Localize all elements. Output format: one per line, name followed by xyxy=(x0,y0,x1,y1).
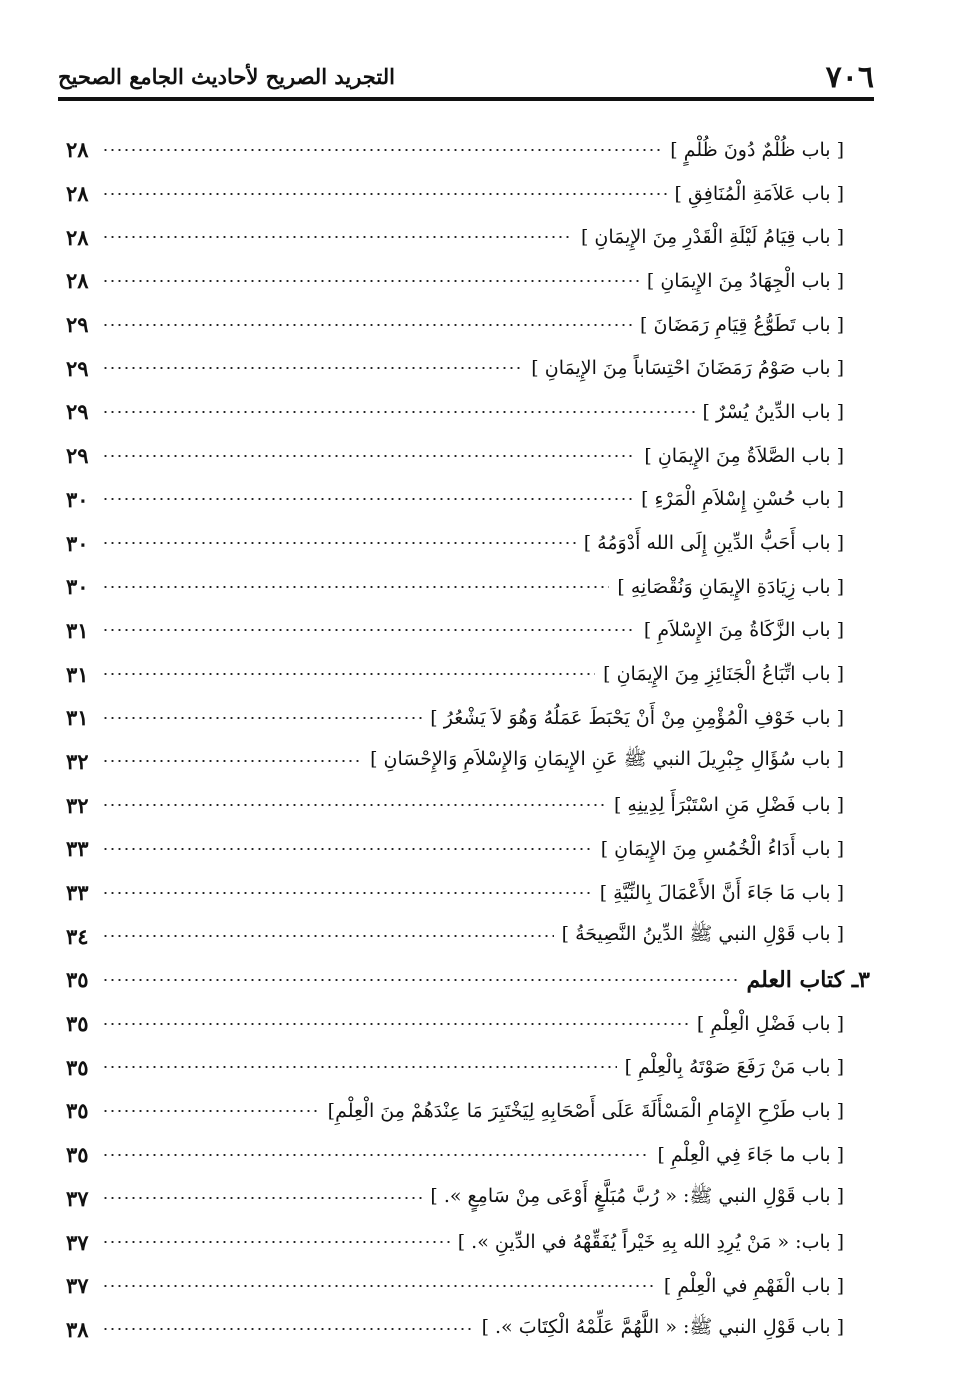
header-rule xyxy=(58,97,874,101)
toc-entry xyxy=(66,346,844,390)
toc-entry-page: ٣٨ xyxy=(66,1316,89,1342)
toc-entry-title: [ باب اتِّبَاعُ الْجَنَائِزِ مِنَ الإِيمَانِ ] xyxy=(603,663,844,686)
page-header xyxy=(58,58,874,98)
dot-leader xyxy=(102,542,576,544)
toc-entry xyxy=(66,1308,844,1352)
toc-entry-page: ٢٨ xyxy=(66,268,89,294)
toc-entry xyxy=(66,172,844,216)
toc-entry-title: [ باب خَوْفِ الْمُؤْمِنِ مِنْ أَنْ يَحْبَطَ عَمَلُهُ وَهُوَ لاَ يَشْعُرُ ] xyxy=(430,706,844,729)
toc-entry-page: ٣٥ xyxy=(66,1054,89,1080)
toc-entry-title: [ باب ظُلْمٌ دُونَ ظُلْمٍ ] xyxy=(670,138,844,161)
dot-leader xyxy=(102,1154,649,1156)
dot-leader xyxy=(102,1328,474,1330)
dot-leader xyxy=(102,1023,689,1025)
toc-entry-title: [ باب: « مَنْ يُرِدِ الله بِهِ خَيْراً يُفَقِّهْهُ في الدِّينِ ». ] xyxy=(457,1231,844,1254)
dot-leader xyxy=(102,760,362,762)
toc-entry xyxy=(66,696,844,740)
toc-entry-title: [ باب الزَّكَاةُ مِنَ الإِسْلاَمِ ] xyxy=(643,619,844,642)
toc-entry xyxy=(66,783,844,827)
toc-entry-page: ٣٠ xyxy=(66,486,89,512)
toc-entry-page: ٣٣ xyxy=(66,880,89,906)
toc-entry-page: ٣٣ xyxy=(66,836,89,862)
toc-entry xyxy=(66,259,844,303)
toc-entry-page: ٣٧ xyxy=(66,1273,89,1299)
toc-entry-title: [ باب أَحَبُّ الدِّينِ إِلَى الله أَدْوَمُهُ ] xyxy=(583,532,844,555)
toc-book-heading xyxy=(66,958,870,1002)
dot-leader xyxy=(102,498,633,500)
toc-entry xyxy=(66,914,844,958)
dot-leader xyxy=(102,717,422,719)
toc-entry-page: ٣١ xyxy=(66,617,89,643)
toc-entry-page: ٣٥ xyxy=(66,1011,89,1037)
toc-entry-title: [ باب قِيَامُ لَيْلَةِ الْقَدْرِ مِنَ الإِيمَانِ ] xyxy=(580,226,844,249)
toc-entry xyxy=(66,215,844,259)
toc-entry-title: [ باب فَضْلِ مَنِ اسْتَبْرَأَ لِدِينِهِ ] xyxy=(613,794,844,817)
dot-leader xyxy=(102,848,593,850)
table-of-contents xyxy=(66,128,870,1351)
toc-entry-page: ٣٧ xyxy=(66,1229,89,1255)
toc-entry-page: ٢٩ xyxy=(66,399,89,425)
toc-entry-page: ٣٠ xyxy=(66,530,89,556)
toc-entry-page: ٢٩ xyxy=(66,443,89,469)
toc-entry-page: ٢٨ xyxy=(66,137,89,163)
toc-entry-title: [ باب الْفَهْمِ في الْعِلْمِ ] xyxy=(663,1274,844,1297)
toc-entry xyxy=(66,1002,844,1046)
toc-entry-page: ٣٢ xyxy=(66,748,89,774)
toc-entry-page: ٣٥ xyxy=(66,1098,89,1124)
dot-leader xyxy=(102,280,639,282)
toc-entry-title: [ باب زِيَادَةِ الإِيمَانِ وَنُقْصَانِهِ ] xyxy=(617,575,844,598)
page-number: ٧٠٦ xyxy=(825,60,874,95)
toc-entry-page: ٢٩ xyxy=(66,355,89,381)
toc-entry xyxy=(66,652,844,696)
toc-entry-title: [ باب ما جَاءَ فِي الْعِلْمِ ] xyxy=(657,1143,844,1166)
toc-entry xyxy=(66,1045,844,1089)
toc-entry-title: [ باب مَنْ رَفَعَ صَوْتَهُ بِالْعِلْمِ ] xyxy=(624,1056,844,1079)
toc-entry xyxy=(66,609,844,653)
running-title: التجريد الصريح لأحاديث الجامع الصحيح xyxy=(58,64,395,89)
toc-entry-page: ٣٤ xyxy=(66,923,89,949)
toc-entry-page: ٢٩ xyxy=(66,312,89,338)
toc-entry-title: [ باب قَوْلِ النبي ﷺ الدِّينُ النَّصِيحَةُ ] xyxy=(561,923,844,946)
toc-entry xyxy=(66,1177,844,1221)
toc-entry-page: ٣١ xyxy=(66,705,89,731)
dot-leader xyxy=(102,1110,320,1112)
toc-entry-page: ٢٨ xyxy=(66,224,89,250)
dot-leader xyxy=(102,149,662,151)
toc-entry xyxy=(66,565,844,609)
toc-entry-title: [ باب عَلاَمَةِ الْمُنَافِقِ ] xyxy=(674,182,844,205)
dot-leader xyxy=(102,324,632,326)
toc-entry-page: ٣٢ xyxy=(66,792,89,818)
dot-leader xyxy=(102,1241,450,1243)
toc-entry xyxy=(66,478,844,522)
toc-entry-title: [ باب طَرْحِ الإِمَامِ الْمَسْأَلَةَ عَلَى أَصْحَابِهِ لِيَخْتَبِرَ مَا عِنْدَهُمْ مِنَ الْعِلْمِ] xyxy=(327,1099,844,1122)
toc-entry-title: [ باب فَضْلِ الْعِلْمِ ] xyxy=(696,1012,844,1035)
dot-leader xyxy=(102,1197,422,1199)
toc-entry-title: [ باب صَوْمُ رَمَضَانَ احْتِسَاباً مِنَ الإِيمَانِ ] xyxy=(531,357,844,380)
dot-leader xyxy=(102,367,523,369)
toc-entry xyxy=(66,740,844,784)
toc-entry-title: [ باب سُؤَالِ جِبْرِيلَ النبي ﷺ عَنِ الإِيمَانِ وَالإِسْلاَمِ وَالإِحْسَانِ ] xyxy=(370,748,844,771)
toc-entry-page: ٣٥ xyxy=(66,967,89,993)
toc-entry-title: [ باب الْجِهَادُ مِنَ الإِيمَانِ ] xyxy=(646,269,844,292)
dot-leader xyxy=(102,804,606,806)
dot-leader xyxy=(102,411,695,413)
toc-entry-page: ٣١ xyxy=(66,661,89,687)
dot-leader xyxy=(102,586,609,588)
dot-leader xyxy=(102,673,595,675)
toc-entry-title: [ باب قَوْلِ النبي ﷺ: « اللَّهُمَّ عَلِّمْهُ الْكِتَابَ ». ] xyxy=(481,1316,844,1339)
toc-entry xyxy=(66,128,844,172)
toc-entry-title: [ باب الصَّلاَةُ مِنَ الإِيمَانِ ] xyxy=(644,444,844,467)
toc-entry-title: ٣ـ كتاب العلم xyxy=(746,966,870,993)
dot-leader xyxy=(102,979,739,981)
toc-entry xyxy=(66,521,844,565)
toc-entry xyxy=(66,1133,844,1177)
dot-leader xyxy=(102,935,554,937)
toc-entry-title: [ باب تَطَوُّعُ قِيَامِ رَمَضَانَ ] xyxy=(640,313,844,336)
dot-leader xyxy=(102,1285,656,1287)
toc-entry-page: ٣٧ xyxy=(66,1185,89,1211)
toc-entry-page: ٣٥ xyxy=(66,1142,89,1168)
toc-entry xyxy=(66,1220,844,1264)
toc-entry-title: [ باب الدِّينُ يُسْرٌ ] xyxy=(702,400,844,423)
toc-entry-title: [ باب أَدَاءُ الْخُمُسِ مِنَ الإِيمَانِ ] xyxy=(600,837,844,860)
toc-entry-page: ٢٨ xyxy=(66,181,89,207)
toc-entry xyxy=(66,1264,844,1308)
dot-leader xyxy=(102,1066,617,1068)
toc-entry-title: [ باب حُسْنِ إِسْلاَمِ الْمَرْءِ ] xyxy=(641,488,844,511)
toc-entry xyxy=(66,434,844,478)
toc-entry xyxy=(66,303,844,347)
dot-leader xyxy=(102,892,592,894)
toc-entry xyxy=(66,871,844,915)
toc-entry-title: [ باب مَا جَاءَ أَنَّ الأَعْمَالَ بِالنِّيَّةِ ] xyxy=(599,881,844,904)
dot-leader xyxy=(102,193,667,195)
toc-entry-page: ٣٠ xyxy=(66,574,89,600)
dot-leader xyxy=(102,455,636,457)
toc-entry xyxy=(66,827,844,871)
dot-leader xyxy=(102,236,573,238)
toc-entry xyxy=(66,390,844,434)
dot-leader xyxy=(102,629,636,631)
toc-entry-title: [ باب قَوْلِ النبي ﷺ: « رُبَّ مُبَلَّغٍ أَوْعَى مِنْ سَامِعٍ ». ] xyxy=(430,1185,844,1208)
toc-entry xyxy=(66,1089,844,1133)
